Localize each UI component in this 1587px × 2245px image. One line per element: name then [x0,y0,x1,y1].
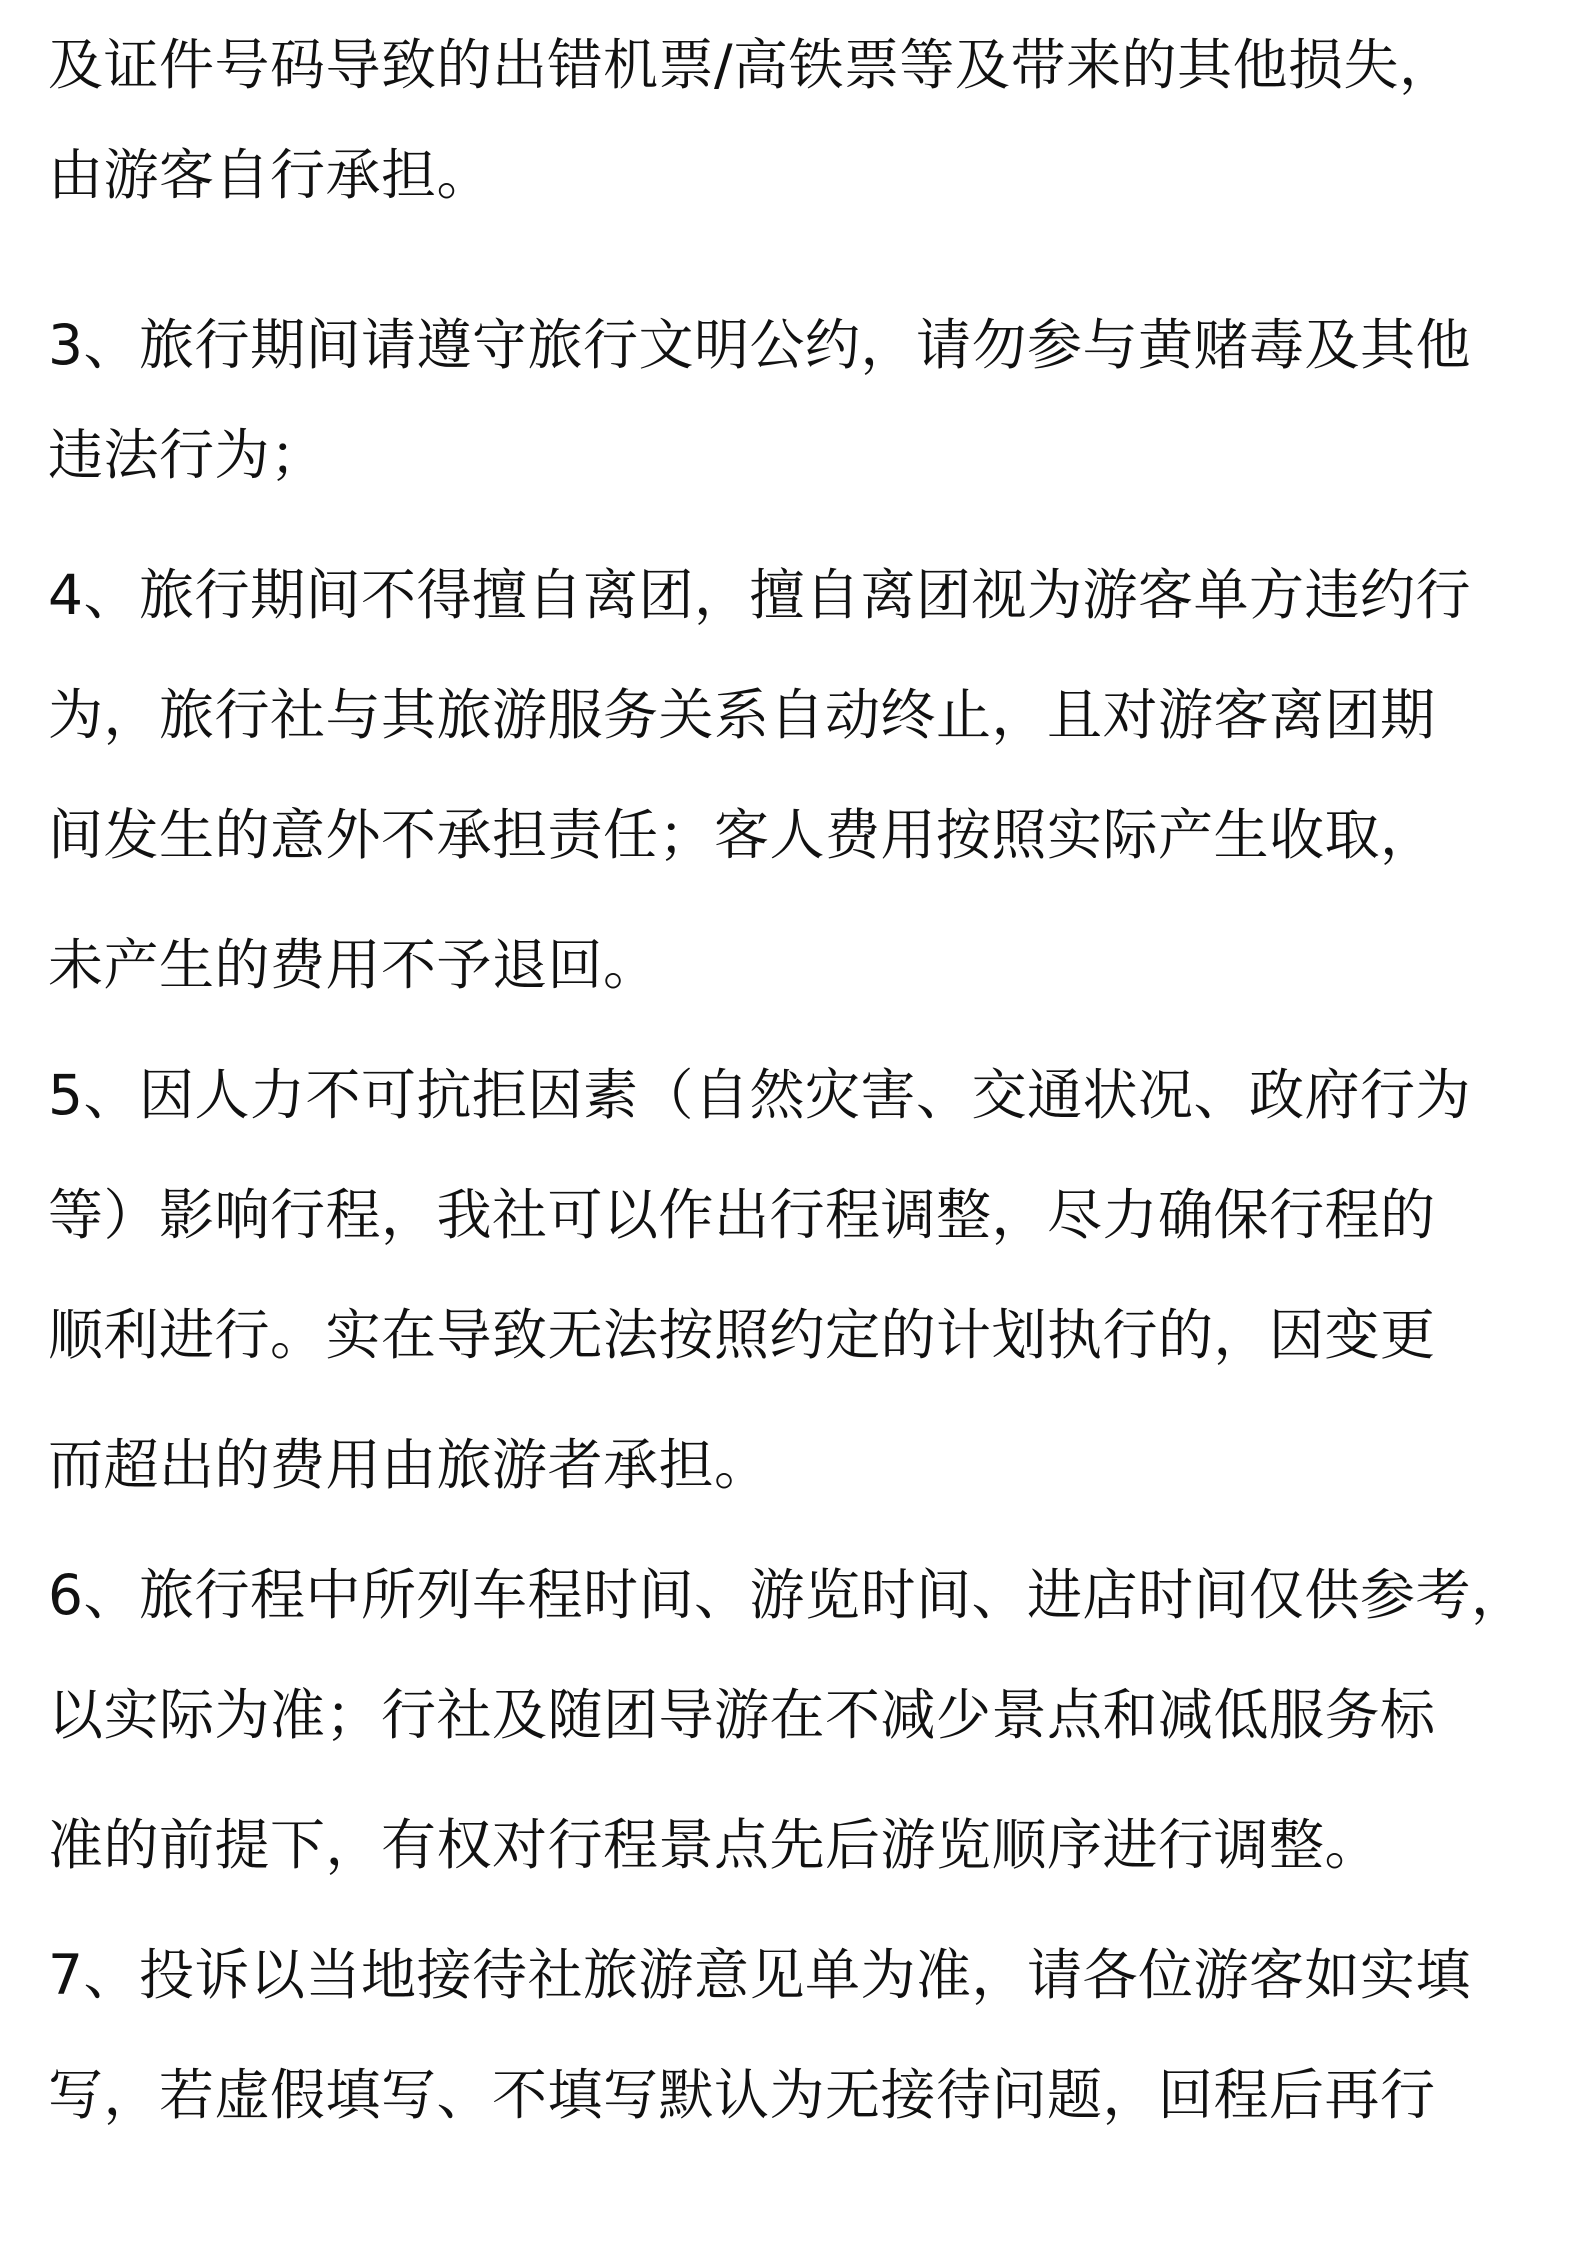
text-line: 7、投诉以当地接待社旅游意见单为准，请各位游客如实填 [48,1943,1471,2007]
text-line: 违法行为； [48,423,326,487]
text-line: 而超出的费用由旅游者承担。 [48,1433,770,1497]
text-line: 写，若虚假填写、不填写默认为无接待问题，回程后再行 [48,2063,1436,2127]
text-line: 未产生的费用不予退回。 [48,933,659,997]
text-line: 4、旅行期间不得擅自离团，擅自离团视为游客单方违约行 [48,563,1471,627]
text-line: 3、旅行期间请遵守旅行文明公约，请勿参与黄赌毒及其他 [48,313,1471,377]
text-line: 等）影响行程，我社可以作出行程调整，尽力确保行程的 [48,1183,1436,1247]
text-line: 及证件号码导致的出错机票/高铁票等及带来的其他损失， [48,33,1455,97]
text-line: 6、旅行程中所列车程时间、游览时间、进店时间仅供参考， [48,1563,1527,1627]
text-line: 间发生的意外不承担责任；客人费用按照实际产生收取， [48,803,1436,867]
text-line: 为，旅行社与其旅游服务关系自动终止，且对游客离团期 [48,683,1436,747]
text-line: 由游客自行承担。 [48,143,493,207]
text-line: 以实际为准；行社及随团导游在不减少景点和减低服务标 [48,1683,1436,1747]
text-line: 顺利进行。实在导致无法按照约定的计划执行的，因变更 [48,1303,1436,1367]
text-line: 准的前提下，有权对行程景点先后游览顺序进行调整。 [48,1813,1381,1877]
text-line: 5、因人力不可抗拒因素（自然灾害、交通状况、政府行为 [48,1063,1471,1127]
